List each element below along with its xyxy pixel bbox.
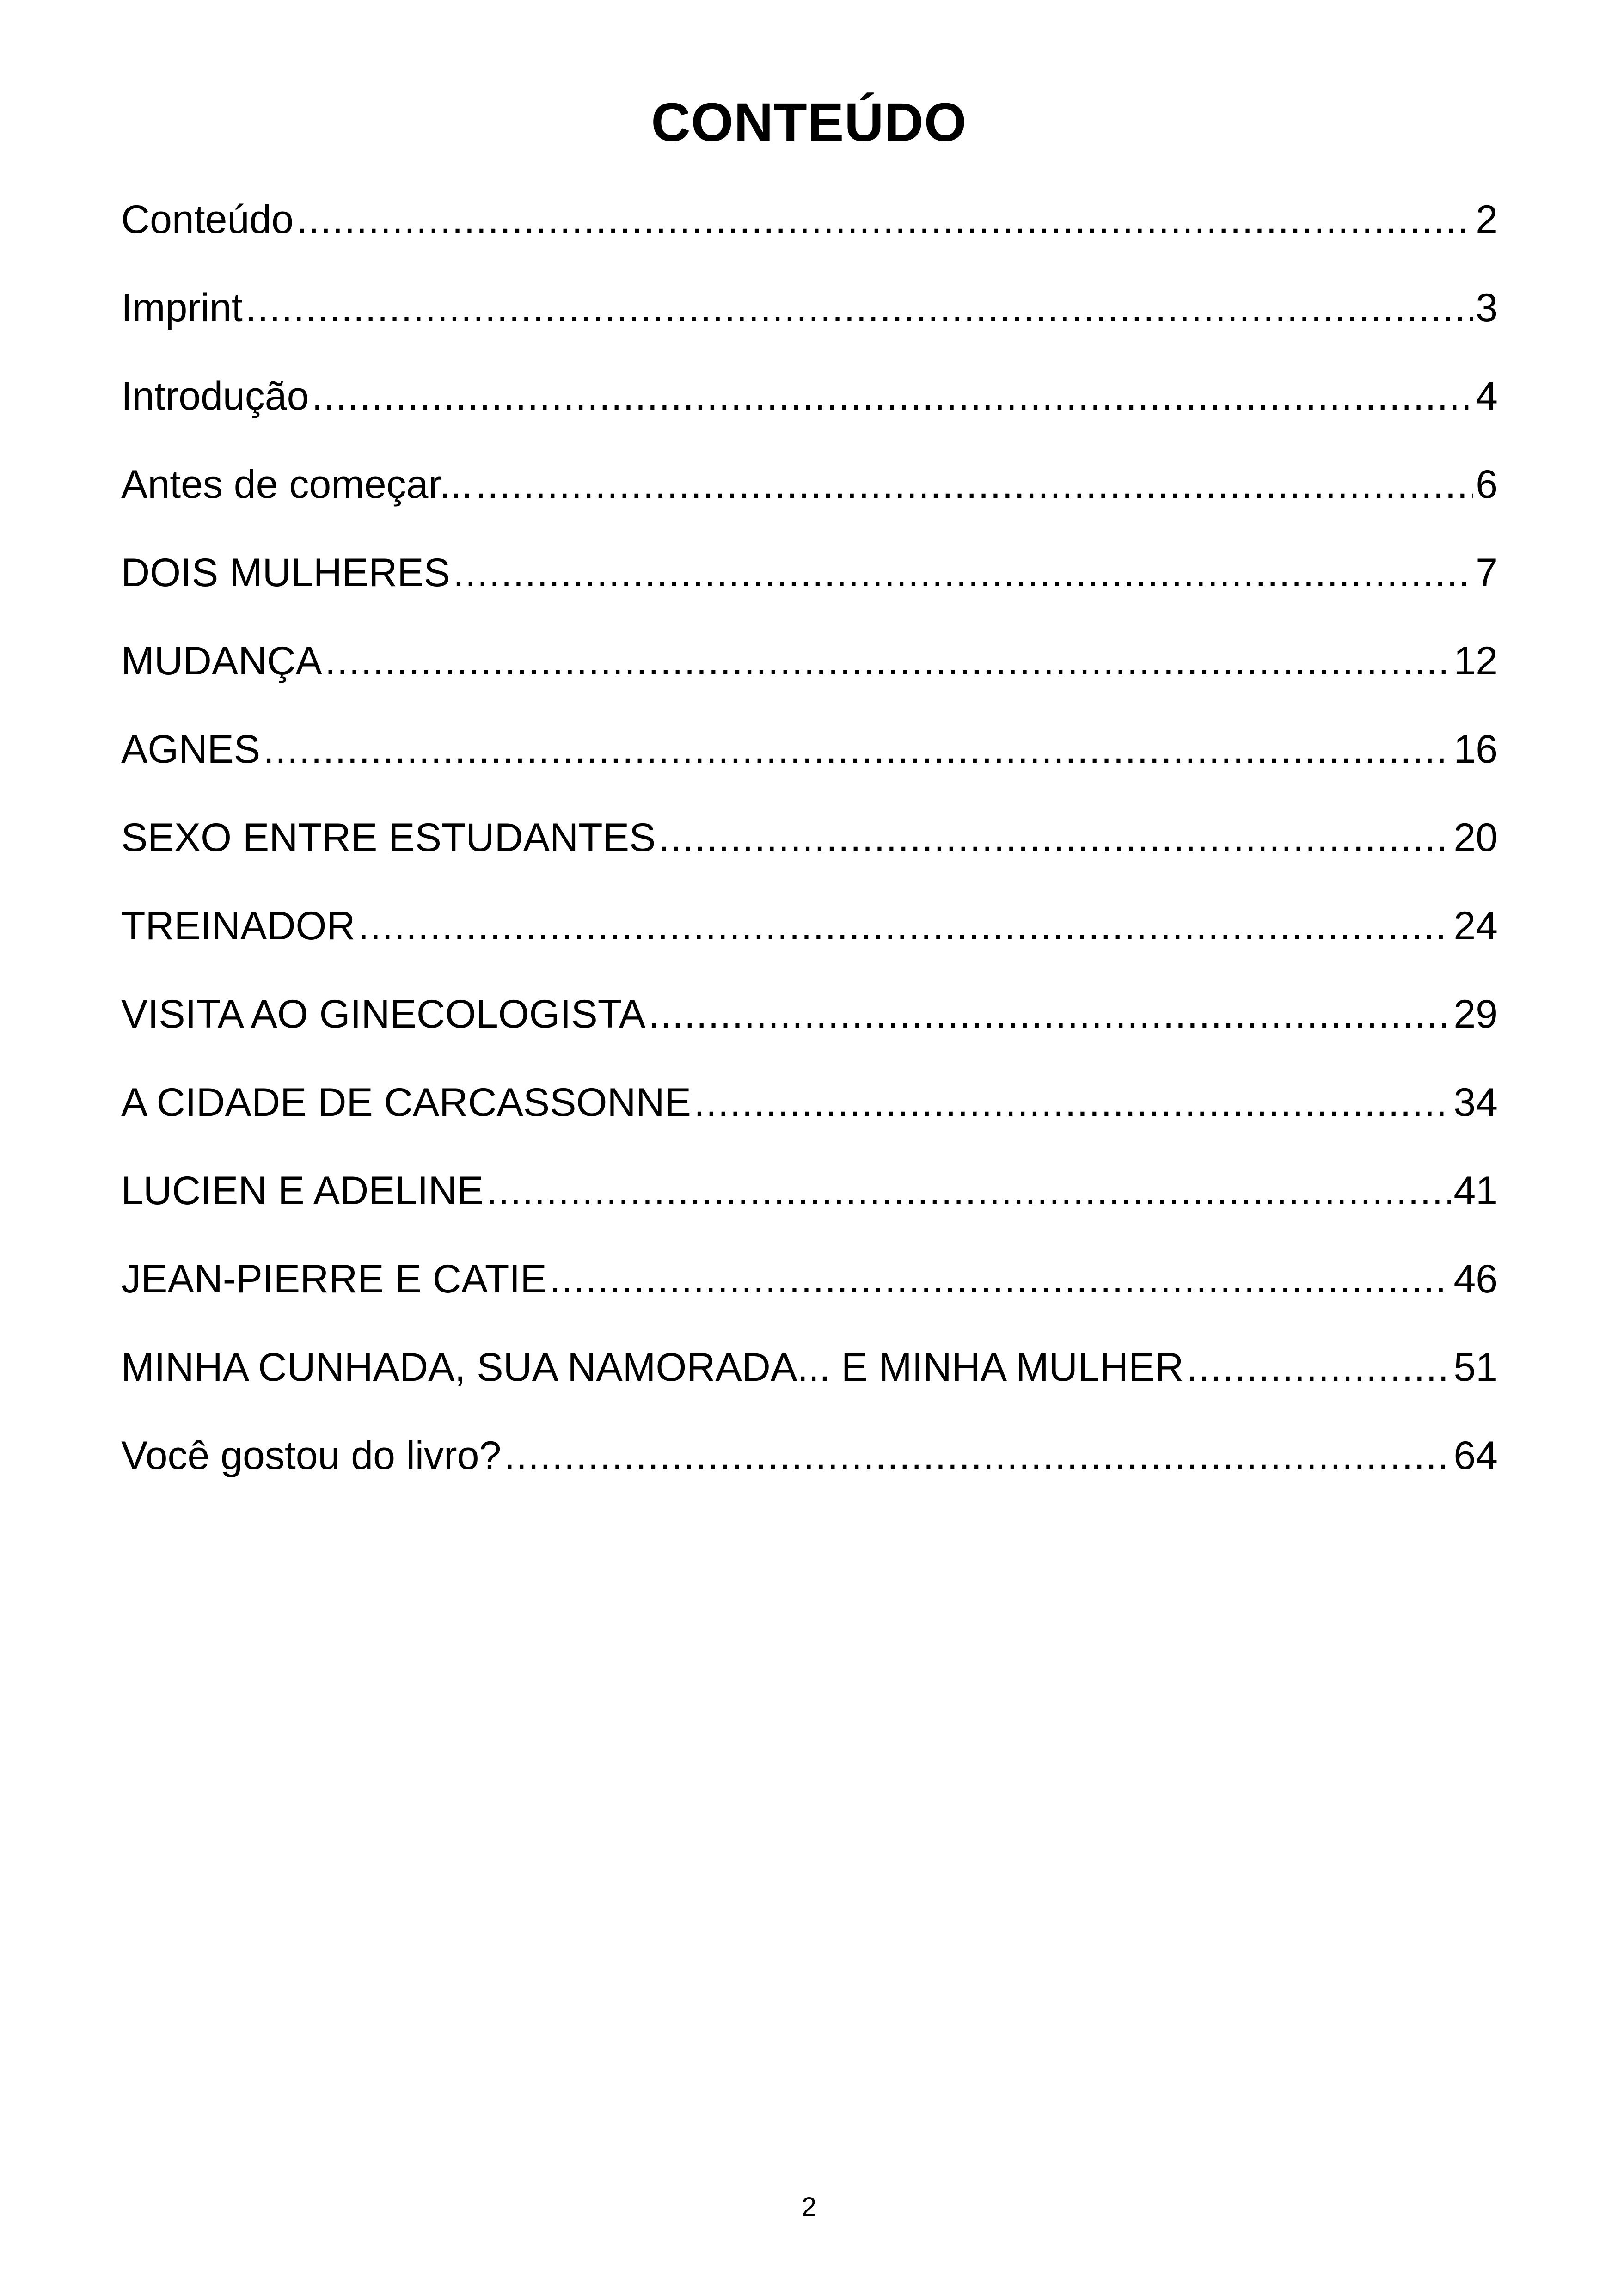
toc-entry[interactable] [121,185,1498,273]
toc-leader-dots [358,891,1451,961]
toc-entry-label: LUCIEN E ADELINE [121,1169,484,1213]
toc-entry-page: 41 [1453,1169,1498,1213]
toc-entry-label: Você gostou do livro? [121,1433,502,1478]
toc-entry[interactable] [121,538,1498,626]
toc-leader-dots [504,1421,1451,1490]
toc-leader-dots [475,450,1473,519]
toc-entry-page: 51 [1453,1345,1498,1390]
toc-leader-dots [296,185,1473,254]
toc-entry-page: 64 [1453,1433,1498,1478]
toc-entry-label: MINHA CUNHADA, SUA NAMORADA... E MINHA MULHER [121,1345,1184,1390]
toc-entry-page: 6 [1476,462,1498,507]
toc-entry-label: DOIS MULHERES [121,551,451,595]
toc-leader-dots [325,626,1451,696]
toc-entry-page: 12 [1453,639,1498,683]
toc-entry-label: Imprint [121,286,243,330]
toc-entry-page: 16 [1453,727,1498,771]
toc-leader-dots [1186,1333,1451,1402]
toc-leader-dots [648,980,1451,1049]
toc-entry-page: 4 [1476,374,1498,418]
table-of-contents [121,185,1498,1509]
toc-leader-dots [486,1156,1451,1225]
toc-entry[interactable] [121,980,1498,1068]
toc-entry[interactable] [121,1068,1498,1156]
toc-entry-page: 46 [1453,1257,1498,1301]
toc-entry-page: 34 [1453,1080,1498,1125]
toc-entry-page: 24 [1453,904,1498,948]
toc-entry-label: AGNES [121,727,261,771]
toc-entry-label: Introdução [121,374,309,418]
toc-leader-dots [694,1068,1451,1137]
toc-entry[interactable] [121,891,1498,980]
toc-entry-label: A CIDADE DE CARCASSONNE [121,1080,691,1125]
toc-entry[interactable] [121,1156,1498,1244]
toc-entry-label: MUDANÇA [121,639,322,683]
toc-entry-page: 2 [1476,197,1498,242]
toc-leader-dots [263,715,1451,784]
toc-entry[interactable] [121,1333,1498,1421]
toc-entry-label: Conteúdo [121,197,294,242]
toc-entry-label: SEXO ENTRE ESTUDANTES [121,815,656,860]
toc-entry[interactable] [121,1244,1498,1333]
toc-entry-page: 29 [1453,992,1498,1036]
page-number: 2 [801,2192,817,2222]
toc-entry[interactable] [121,626,1498,715]
toc-entry[interactable] [121,450,1498,538]
page-title: CONTEÚDO [651,92,967,153]
toc-entry-label: TREINADOR [121,904,355,948]
toc-leader-dots [658,803,1451,872]
toc-entry[interactable] [121,715,1498,803]
toc-entry-label: JEAN-PIERRE E CATIE [121,1257,547,1301]
toc-entry-page: 3 [1476,286,1498,330]
toc-leader-dots [550,1244,1451,1314]
toc-entry-page: 7 [1476,551,1498,595]
toc-entry-label: VISITA AO GINECOLOGISTA [121,992,646,1036]
toc-entry[interactable] [121,361,1498,450]
toc-entry[interactable] [121,1421,1498,1509]
toc-entry-label: Antes de começar... [121,462,473,507]
toc-leader-dots [312,361,1473,431]
toc-entry-page: 20 [1453,815,1498,860]
toc-leader-dots [245,273,1473,343]
toc-entry[interactable] [121,803,1498,891]
toc-entry[interactable] [121,273,1498,361]
toc-leader-dots [453,538,1473,607]
